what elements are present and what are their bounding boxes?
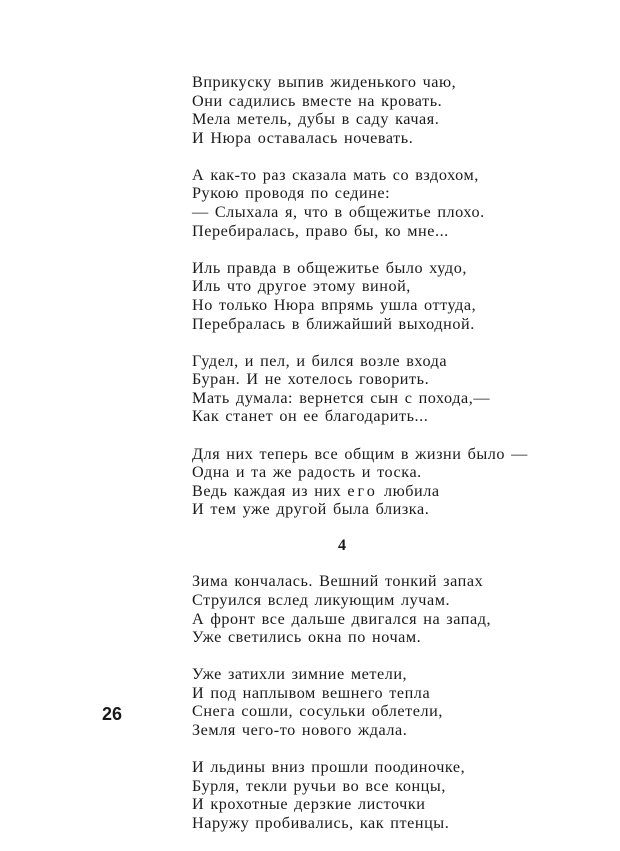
stanza bbox=[192, 758, 512, 832]
verse-line: Но только Нюра впрямь ушла оттуда, bbox=[192, 295, 477, 314]
verse-line: Струился вслед ликующим лучам. bbox=[192, 590, 451, 609]
stanza bbox=[192, 444, 528, 519]
verse-line: Рукою проводя по седине: bbox=[192, 184, 391, 203]
page-number: 26 bbox=[102, 704, 123, 724]
verse-line: Снега сошли, сосульки облетели, bbox=[192, 702, 443, 721]
verse-line: Перебиралась, право бы, ко мне... bbox=[192, 221, 449, 240]
verse-line: Наружу пробивались, как птенцы. bbox=[192, 813, 450, 832]
verse-line: Они садились вместе на кровать. bbox=[192, 91, 443, 110]
verse-line: А фронт все дальше двигался на запад, bbox=[192, 609, 492, 628]
verse-line: Буран. И не хотелось говорить. bbox=[192, 370, 430, 389]
stanza bbox=[192, 572, 512, 646]
verse-line: И тем уже другой была близка. bbox=[192, 500, 430, 519]
verse-line: А как-то раз сказала мать со вздохом, bbox=[192, 165, 479, 184]
verse-line: И крохотные дерзкие листочки bbox=[192, 795, 426, 814]
poem-text bbox=[192, 73, 528, 851]
verse-line: Мать думала: вернется сын с похода,— bbox=[192, 388, 491, 407]
stanza bbox=[192, 665, 512, 739]
stanza bbox=[192, 73, 512, 147]
verse-line: И под наплывом вешнего тепла bbox=[192, 683, 431, 702]
verse-line: И Нюра оставалась ночевать. bbox=[192, 128, 414, 147]
spaced-emphasis: его bbox=[347, 481, 378, 500]
verse-line: Уже затихли зимние метели, bbox=[192, 665, 408, 684]
verse-line: И льдины вниз прошли поодиночке, bbox=[192, 758, 466, 777]
verse-line: Уже светились окна по ночам. bbox=[192, 628, 422, 647]
verse-line: Иль правда в общежитье было худо, bbox=[192, 258, 467, 277]
section-number: 4 bbox=[338, 537, 346, 555]
verse-text: любила bbox=[377, 481, 440, 500]
stanza bbox=[192, 352, 512, 426]
verse-text: Ведь каждая из них bbox=[192, 481, 348, 500]
verse-line: Вприкуску выпив жиденького чаю, bbox=[192, 73, 457, 91]
verse-line: Мела метель, дубы в саду качая. bbox=[192, 110, 440, 129]
verse-line-emphasis bbox=[192, 482, 512, 501]
stanza bbox=[192, 259, 512, 333]
stanza bbox=[192, 166, 512, 240]
verse-line: Для них теперь все общим в жизни было — bbox=[192, 444, 528, 463]
verse-line: Одна и та же радость и тоска. bbox=[192, 463, 422, 482]
verse-line: Иль что другое этому виной, bbox=[192, 277, 411, 296]
verse-line: Земля чего-то нового ждала. bbox=[192, 721, 408, 740]
verse-line: — Слыхала я, что в общежитье плохо. bbox=[192, 203, 485, 222]
verse-line: Гудел, и пел, и бился возле входа bbox=[192, 351, 448, 370]
verse-line: Перебралась в ближайший выходной. bbox=[192, 314, 475, 333]
verse-line: Бурля, текли ручьи во все концы, bbox=[192, 776, 446, 795]
verse-line: Как станет он ее благодарить... bbox=[192, 407, 429, 426]
verse-line: Зима кончалась. Вешний тонкий запах bbox=[192, 572, 484, 591]
